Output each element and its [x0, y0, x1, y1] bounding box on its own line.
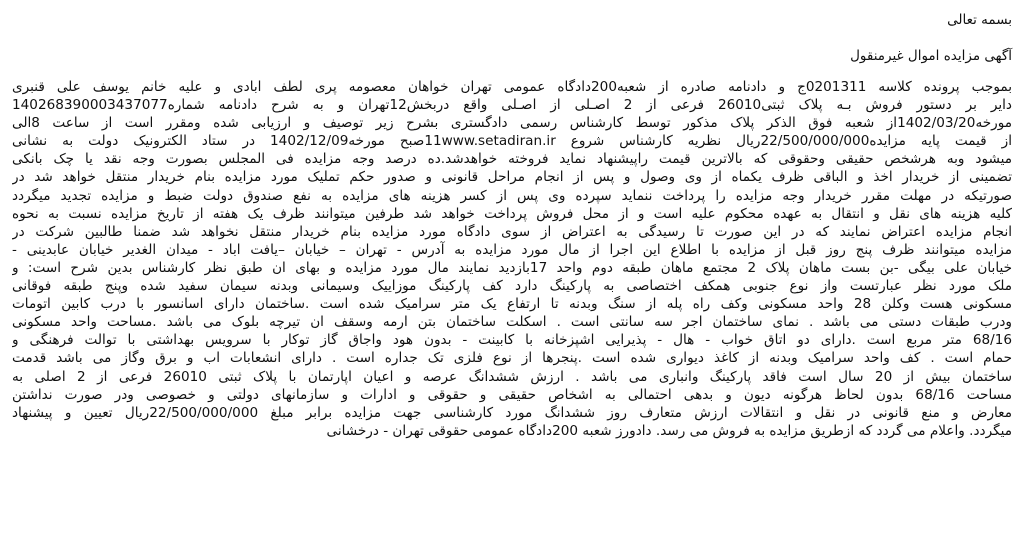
body-line: دایر بر دستور فروش بـه پلاک ثبتی26010 فرعی از 2 اصـلی از اصـلی واقع دربخش12تهران و به شرح دادنامه شماره140268390003437077	[12, 97, 1012, 114]
body-line: مسکونی هست وکلن 28 واحد مسکونی وکف راه پله از سنگ وبدنه تا ارتفاع یک متر سرامیک شده است .ساختمان دارای اسانسور با درب کابین اتومات	[12, 296, 1012, 313]
body-line: بموجب پرونده کلاسه 0201311ج و دادنامه صادره از شعبه200دادگاه عمومی تهران خواهان معصومه پری لطف ابادی و علیه خانم یوسف علی قنبری	[12, 79, 1012, 95]
body-line: مزایده میتوانند ظرف پنج روز قبل از مزایده با اطلاع این اجرا از مال مورد مزایده به آدرس - تهران – خیابان –یافت اباد - میدان الغدیر خیابان عابدینی -	[12, 241, 1012, 258]
body-line: میگردد. واعلام می گردد که ازطریق مزایده به فروش می رسد. دادورز شعبه 200دادگاه عمومی حقوقی تهران - درخشانی	[326, 422, 1012, 439]
body-line: صورتیکه در مهلت مقرر خریدار وجه مزایده را پرداخت ننماید سپرده وی پس از کسر هزینه های مزایده به نفع صندوق دولت ضبط و مزایده تجدید میگردد	[12, 187, 1012, 204]
body-line: مورخه1402/03/20از شعبه فوق الذکر پلاک مذکور توسط کارشناس رسمی دادگستری بشرح زیر توصیف و ارزیابی شده ومقرر است از ساعت 8الی	[12, 115, 1012, 132]
body-line: ساختمان بیش از 20 سال است فاقد پارکینگ وانباری می باشد . ارزش ششدانگ عرصه و اعیان اپارتمان با پلاک ثبتی 26010 فرعی از 2 اصلی به	[12, 368, 1012, 385]
body-line: حمام است . کف واحد سرامیک وبدنه از کاغذ دیواری شده است .پنجرها از نوع فلزی تک جداره است . دارای انشعابات اب و برق وگاز می باشد قدمت	[12, 350, 1012, 367]
body-line: معارض و منع قانونی در نقل و انتقالات ارزش متعارف روز ششدانگ مورد کارشناسی جهت مزایده برابر مبلغ 22/500/000/000ریال تعیین و پیشنهاد	[12, 404, 1012, 421]
notice-body	[12, 78, 1012, 440]
body-line: از قیمت پایه مزایده22/500/000/000ریال نظریه کارشناس شروع 11www.setadiran.irصبح مورخه1402/12/09 در ستاد الکترونیک دولت به نشانی	[12, 133, 1012, 150]
body-line: ملک مورد نظر عبارتست واز نوع جنوبی همکف اختصاصی به پارکینگ دارد کف پارکینگ موزاییک وسیمانی وبدنه سیمان سفید شده وپنج طبقه فوقانی	[12, 278, 1012, 295]
body-line: انجام مزایده اعتراض نمایند که در این صورت تا رسیدگی به اعتراض از سوی دادگاه مورد مزایده بنام خریدار منتقل نخواهد شد ضمنا طالبین شرکت در	[12, 223, 1012, 240]
invocation-header: بسمه تعالی	[947, 12, 1012, 28]
body-line: 68/16 متر مربع است .دارای دو اتاق خواب - هال - پذیرایی اشپزخانه با کابینت - بدون هود واجاق گاز توکار با سرویس بهداشتی با توالت فرهنگی و	[12, 332, 1012, 349]
notice-title: آگهی مزایده اموال غیرمنقول	[850, 48, 1012, 64]
body-line: تضمینی از خریدار اخذ و الباقی ظرف یکماه از وی وصول و پس از انجام مراحل قانونی و صدور حکم تملیک مورد مزایده بنام خریدار منتقل خواهد شد در	[12, 169, 1012, 186]
body-line: مساحت 68/16 بدون لحاظ هرگونه دیون و بدهی احتمالی به اشخاص حقیقی و حقوقی و ادارات و سازمانهای دولتی و خصوصی ودر صورت نداشتن	[12, 386, 1012, 403]
body-line: میشود وبه هرشخص حقیقی وحقوقی که بالاترین قیمت راپیشنهاد نماید فروخته خواهدشد.ده درصد وجه مزایده فی المجلس بصورت وجه نقد یا چک بانکی	[12, 151, 1012, 168]
body-line: کلیه هزینه های نقل و انتقال به عهده محکوم علیه است و از محل فروش پرداخت خواهد شد طرفین میتوانند ظرف یک هفته از تاریخ مزایده نسبت به نحوه	[12, 205, 1012, 222]
body-line: ودرب طبقات دستی می باشد . نمای ساختمان اجر سه سانتی است . اسکلت ساختمان بتن ارمه وسقف ان تیرچه بلوک می باشد .مساحت واحد مسکونی	[12, 314, 1012, 331]
body-line: خیابان علی بیگی -بن بست ماهان پلاک 2 مجتمع ماهان طبقه دوم واحد 17بازدید نمایند مال مورد مزایده و بهای ان طبق نظر کارشناس بدین شرح است: و	[12, 259, 1012, 276]
